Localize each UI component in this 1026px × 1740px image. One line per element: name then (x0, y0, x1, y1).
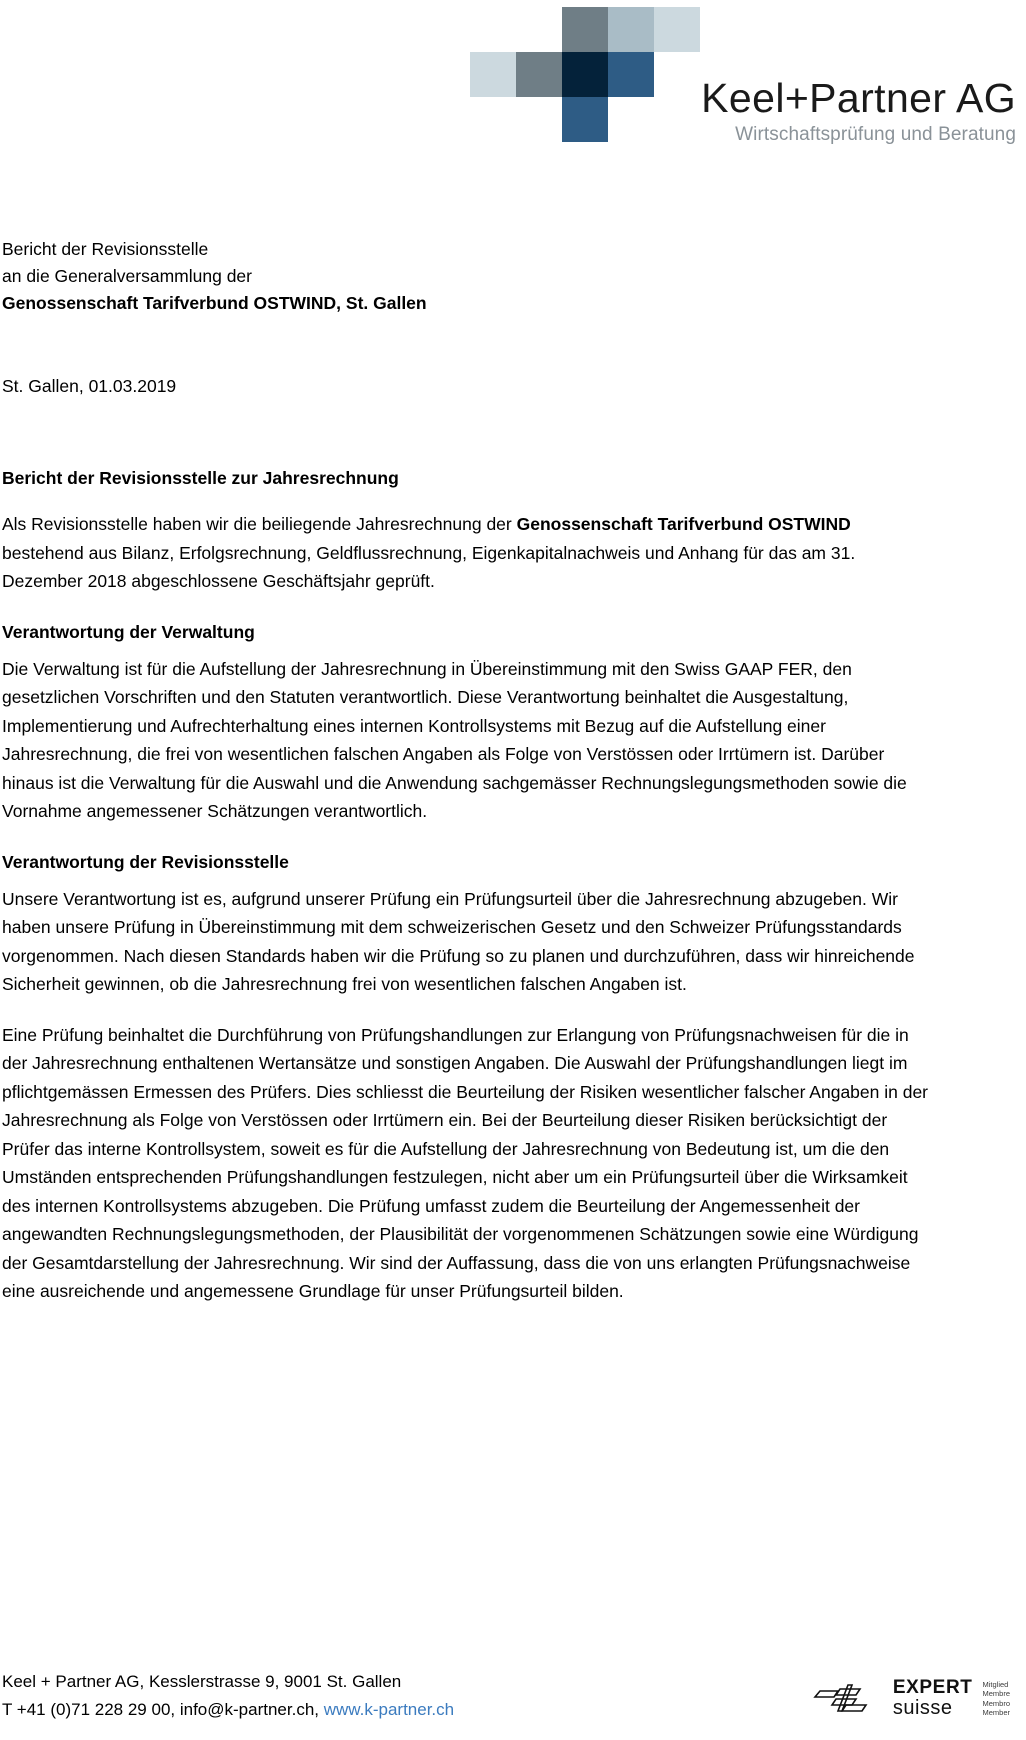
footer-contact-line (2, 1696, 454, 1724)
logo-tile-r3c3 (562, 97, 608, 142)
logo-text-block (628, 75, 1016, 146)
logo-tile-r2c1 (470, 52, 516, 97)
logo-tile-r1c3 (562, 7, 608, 52)
date-line: St. Gallen, 01.03.2019 (2, 376, 177, 396)
footer-contact-block (2, 1668, 454, 1724)
expertsuisse-word-suisse: suisse (892, 1697, 953, 1719)
section-heading-revisionsstelle: Verantwortung der Revisionsstelle (2, 851, 289, 872)
membership-lang-fr: Membre (982, 1689, 1010, 1698)
document-body (0, 236, 932, 1328)
addressee-block (2, 236, 932, 317)
intro-part-2: bestehend aus Bilanz, Erfolgsrechnung, Geldflussrechnung, Eigenkapitalnachweis und Anhang für das am 31. Dezember 2018 abgeschlossene Geschäftsjahr geprüft. (2, 542, 856, 591)
membership-lang-it: Membro (982, 1698, 1010, 1708)
expertsuisse-membership-languages (982, 1680, 1010, 1718)
section-heading-verwaltung: Verantwortung der Verwaltung (2, 621, 255, 642)
report-content (2, 466, 932, 1306)
membership-lang-de: Mitglied (982, 1679, 1009, 1689)
membership-lang-en: Member (982, 1708, 1010, 1717)
addressee-line-2: an die Generalversammlung der (2, 266, 252, 286)
section-revisionsstelle-paragraph-2: Eine Prüfung beinhaltet die Durchführung von Prüfungshandlungen zur Erlangung von Prüfungsnachweisen für die in der Jahresrechnung enthaltenen Wertansätze und sonstigen Angaben. Die Auswahl der Prüfungshandlungen liegt im pflichtgemässen Ermessen des Prüfers. Dies schliesst die Beurteilung der Risiken wesentlicher falscher Angaben in der Jahresrechnung als Folge von Verstössen oder Irrtümern ein. Bei der Beurteilung dieser Risiken berücksichtigt der Prüfer das interne Kontrollsystem, soweit es für die Aufstellung der Jahresrechnung von Bedeutung ist, um die den Umständen entsprechenden Prüfungshandlungen festzulegen, nicht aber um ein Prüfungsurteil über die Wirksamkeit des internen Kontrollsystems abzugeben. Die Prüfung umfasst zudem die Beurteilung der Angemessenheit der angewandten Rechnungslegungsmethoden, der Plausibilität der vorgenommenen Schätzungen sowie eine Würdigung der Gesamtdarstellung der Jahresrechnung. Wir sind der Auffassung, dass die von uns erlangten Prüfungsnachweise eine ausreichende und angemessene Grundlage für unser Prüfungsurteil bilden. (2, 1024, 929, 1301)
section-verwaltung-paragraph-1: Die Verwaltung ist für die Aufstellung der Jahresrechnung in Übereinstimmung mit den Swiss GAAP FER, den gesetzlichen Vorschriften und den Statuten verantwortlich. Diese Verantwortung beinhaltet die Ausgestaltung, Implementierung und Aufrechterhaltung eines internen Kontrollsystems mit Bezug auf die Aufstellung einer Jahresrechnung, die frei von wesentlichen falschen Angaben als Folge von Verstössen oder Irrtümern ist. Darüber hinaus ist die Verwaltung für die Auswahl und die Anwendung sachgemässer Rechnungslegungsmethoden sowie die Vornahme angemessener Schätzungen verantwortlich. (2, 658, 907, 821)
footer-address: Keel + Partner AG, Kesslerstrasse 9, 9001 St. Gallen (2, 1672, 402, 1691)
footer-website-link[interactable]: www.k-partner.ch (323, 1700, 455, 1719)
section-revisionsstelle-paragraph-1: Unsere Verantwortung ist es, aufgrund unserer Prüfung ein Prüfungsurteil über die Jahresrechnung abzugeben. Wir haben unsere Prüfung in Übereinstimmung mit dem schweizerischen Gesetz und den Schweizer Prüfungsstandards vorgenommen. Nach diesen Standards haben wir die Prüfung so zu planen und durchzuführen, dass wir hinreichende Sicherheit gewinnen, ob die Jahresrechnung frei von wesentlichen falschen Angaben ist. (2, 888, 915, 994)
expertsuisse-word-expert: EXPERT (892, 1677, 973, 1698)
expertsuisse-logo (812, 1678, 1010, 1718)
company-logo (476, 0, 1016, 160)
page-footer (0, 1652, 1026, 1732)
addressee-line-3: Genossenschaft Tarifverbund OSTWIND, St. Gallen (2, 293, 427, 313)
addressee-line-1: Bericht der Revisionsstelle (2, 239, 209, 259)
logo-tagline: Wirtschaftsprüfung und Beratung (735, 124, 1016, 145)
footer-phone-email: T +41 (0)71 228 29 00, info@k-partner.ch, (2, 1700, 324, 1719)
logo-tile-r1c5 (654, 7, 700, 52)
report-intro-paragraph (2, 510, 932, 596)
logo-tile-r2c3 (562, 52, 608, 97)
expertsuisse-wordmark (893, 1678, 973, 1718)
page-header (0, 0, 1026, 200)
expertsuisse-mark-icon (812, 1681, 886, 1715)
report-title: Bericht der Revisionsstelle zur Jahresrechnung (2, 468, 399, 488)
intro-bold-company: Genossenschaft Tarifverbund OSTWIND (516, 514, 851, 534)
logo-company-name: Keel+Partner AG (701, 75, 1016, 121)
intro-part-1: Als Revisionsstelle haben wir die beiliegende Jahresrechnung der (2, 514, 517, 534)
logo-tile-r2c2 (516, 52, 562, 97)
logo-tile-r1c4 (608, 7, 654, 52)
